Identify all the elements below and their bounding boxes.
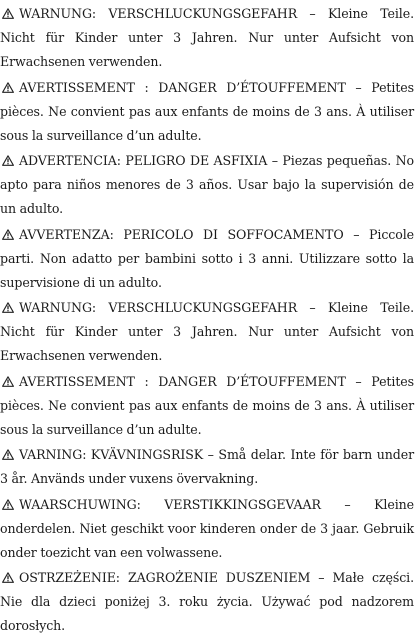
warning-paragraph-fr — [0, 370, 414, 442]
warning-text: WAARSCHUWING: VERSTIKKINGSGEVAAR – Kleine onderdelen. Niet geschikt voor kinderen onder de 3 jaar. Gebruik onder toezicht van een volwassene. — [0, 496, 414, 560]
warning-document — [0, 2, 414, 640]
warning-triangle-icon — [2, 572, 14, 583]
warning-triangle-icon — [2, 449, 14, 460]
warning-text: WARNUNG: VERSCHLUCKUNGSGEFAHR – Kleine Teile. Nicht für Kinder unter 3 Jahren. Nur unter Aufsicht von Erwachsenen verwenden. — [0, 6, 414, 69]
warning-text: AVERTISSEMENT : DANGER D’ÉTOUFFEMENT – Petites pièces. Ne convient pas aux enfants de moins de 3 ans. À utiliser sous la surveillance d’un adulte. — [0, 79, 414, 143]
warning-paragraph-pl — [0, 566, 414, 638]
warning-paragraph-nl — [0, 493, 414, 565]
warning-triangle-icon — [2, 155, 14, 166]
warning-paragraph-de — [0, 296, 414, 368]
warning-text: AVVERTENZA: PERICOLO DI SOFFOCAMENTO – Piccole parti. Non adatto per bambini sotto i 3 anni. Utilizzare sotto la supervisione di un adulto. — [0, 226, 414, 290]
warning-triangle-icon — [2, 229, 14, 240]
warning-paragraph-de — [0, 2, 414, 74]
warning-text: WARNUNG: VERSCHLUCKUNGSGEFAHR – Kleine Teile. Nicht für Kinder unter 3 Jahren. Nur unter Aufsicht von Erwachsenen verwenden. — [0, 300, 414, 363]
warning-triangle-icon — [2, 8, 14, 19]
warning-triangle-icon — [2, 499, 14, 510]
warning-paragraph-es — [0, 149, 414, 221]
warning-text: OSTRZEŻENIE: ZAGROŻENIE DUSZENIEM – Małe części. Nie dla dzieci poniżej 3. roku życia. Używać pod nadzorem dorosłych. — [0, 570, 414, 633]
warning-text: VARNING: KVÄVNINGSRISK – Små delar. Inte för barn under 3 år. Används under vuxens övervakning. — [0, 447, 414, 486]
warning-paragraph-fr — [0, 76, 414, 148]
warning-paragraph-it — [0, 223, 414, 295]
warning-paragraph-sv — [0, 443, 414, 491]
warning-text: ADVERTENCIA: PELIGRO DE ASFIXIA – Piezas pequeñas. No apto para niños menores de 3 años. Usar bajo la supervisión de un adulto. — [0, 153, 414, 216]
warning-triangle-icon — [2, 376, 14, 387]
warning-triangle-icon — [2, 302, 14, 313]
warning-triangle-icon — [2, 82, 14, 93]
warning-text: AVERTISSEMENT : DANGER D’ÉTOUFFEMENT – Petites pièces. Ne convient pas aux enfants de moins de 3 ans. À utiliser sous la surveillance d’un adulte. — [0, 373, 414, 437]
